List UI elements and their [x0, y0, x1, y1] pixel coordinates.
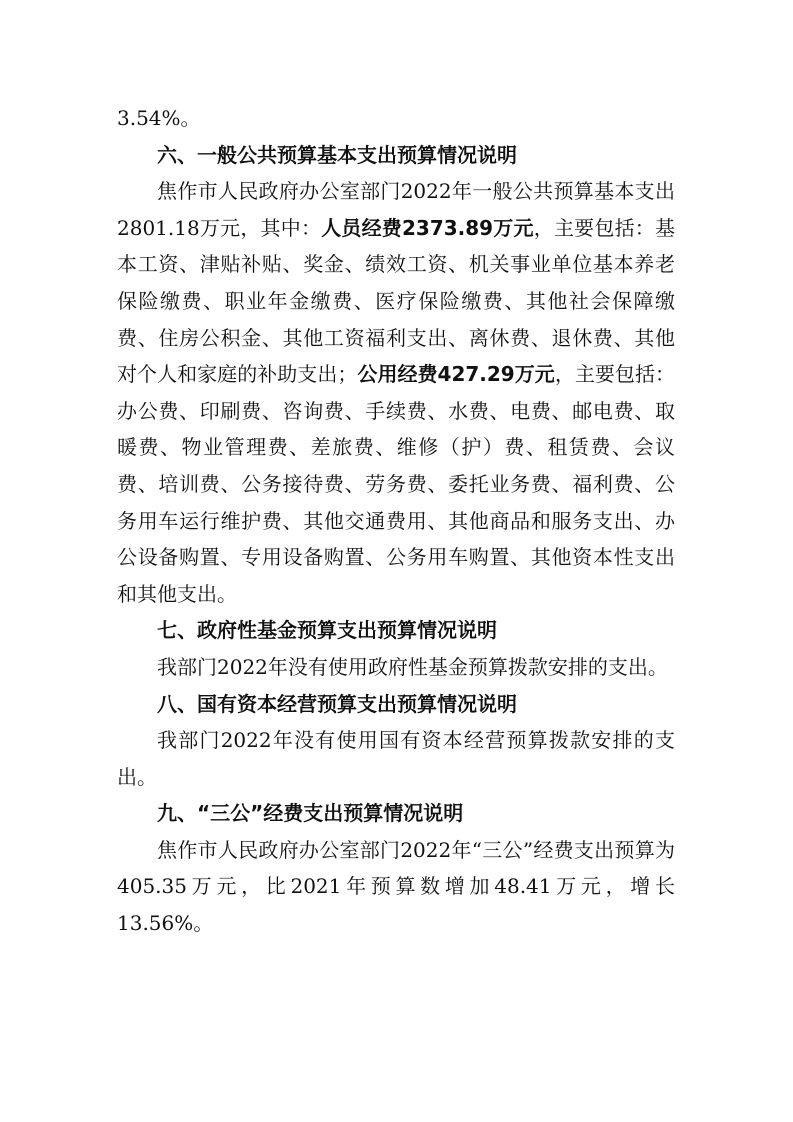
section-6-body — [117, 173, 675, 612]
document-page — [117, 100, 675, 942]
section-6-body-start: 焦作市人民政府办公室部门2022年一般公共预算基本支出2801.18万元，其中： — [117, 179, 675, 240]
section-6-heading: 六、一般公共预算基本支出预算情况说明 — [157, 142, 517, 167]
section-8-heading: 八、国有资本经营预算支出预算情况说明 — [157, 691, 517, 716]
section-9-body: 焦作市人民政府办公室部门2022年“三公”经费支出预算为405.35万元，比2021年预算数增加48.41万元，增长13.56%。 — [117, 837, 675, 936]
section-6-body-end: ，主要包括：办公费、印刷费、咨询费、手续费、水费、电费、邮电费、取暖费、物业管理费、差旅费、维修（护）费、租赁费、会议费、培训费、公务接待费、劳务费、委托业务费、福利费、公务用车运行维护费、其他交通费用、其他商品和服务支出、办公设备购置、专用设备购置、公务用车购置、其他资本性支出和其他支出。 — [117, 362, 675, 606]
intro-tail-text: 3.54%。 — [117, 106, 201, 130]
personnel-expense-label: 人员经费2373.89万元 — [321, 215, 534, 240]
section-8-body: 我部门2022年没有使用国有资本经营预算拨款安排的支出。 — [117, 728, 675, 789]
section-9-heading: 九、“三公”经费支出预算情况说明 — [157, 801, 464, 826]
public-expense-label: 公用经费427.29万元 — [357, 362, 555, 387]
section-7-heading: 七、政府性基金预算支出预算情况说明 — [157, 618, 497, 643]
section-7-body: 我部门2022年没有使用政府性基金预算拨款安排的支出。 — [157, 654, 668, 679]
section-6-body-mid: ，主要包括：基本工资、津贴补贴、奖金、绩效工资、机关事业单位基本养老保险缴费、职业年金缴费、医疗保险缴费、其他社会保障缴费、住房公积金、其他工资福利支出、离休费、退休费、其他对个人和家庭的补助支出； — [117, 215, 675, 387]
